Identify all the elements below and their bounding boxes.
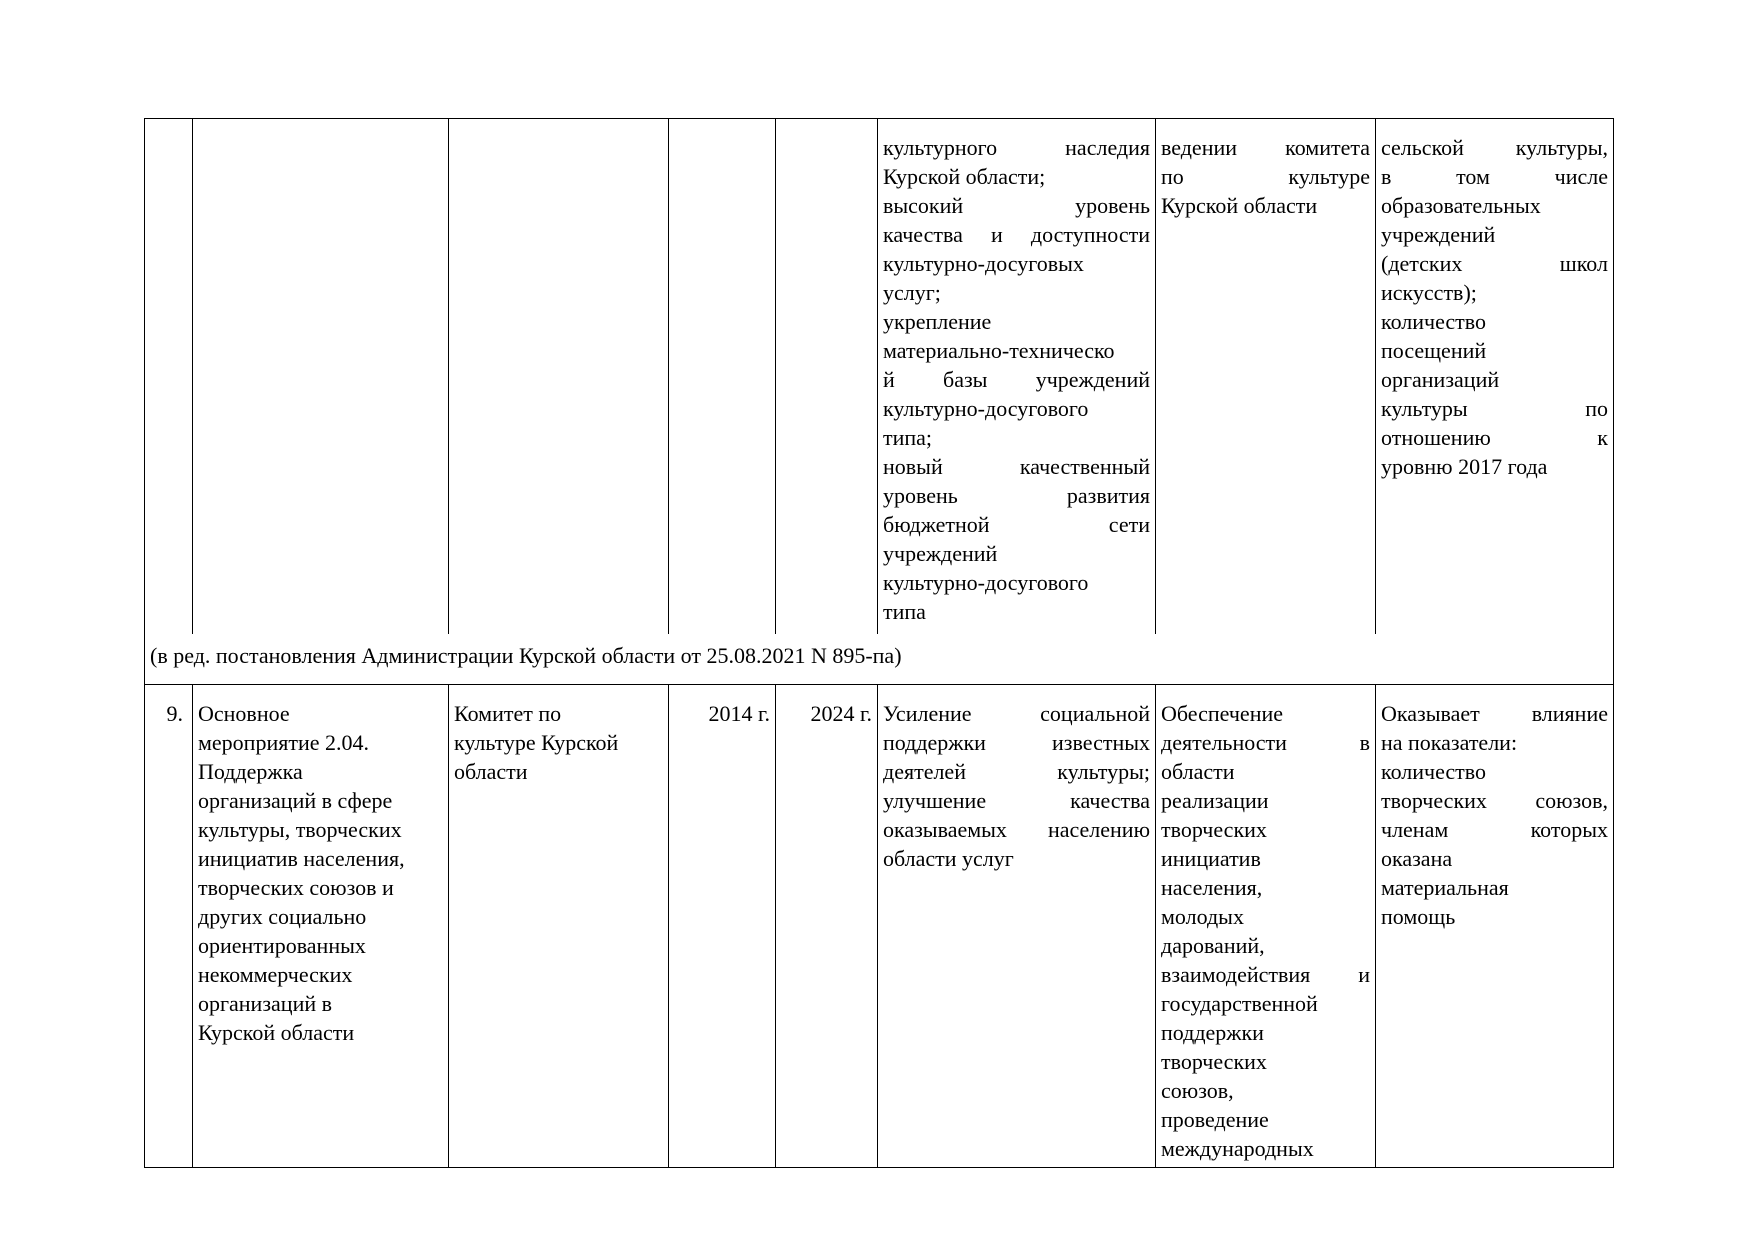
text-line: области [454, 759, 528, 784]
cell-row-number [148, 699, 183, 728]
text-line: международных [1161, 1136, 1314, 1161]
text-line: союзов, [1161, 1078, 1234, 1103]
text-line: членам которых [1381, 817, 1608, 842]
text-line: качества и доступности [883, 222, 1150, 247]
column-divider [1375, 118, 1376, 634]
text-line: Курской области [198, 1020, 355, 1045]
text-line: организаций в [198, 991, 332, 1016]
cell-activity-name [198, 699, 444, 1047]
text-line: творческих союзов и [198, 875, 394, 900]
column-divider [668, 684, 669, 1168]
cell-indicators [1381, 133, 1608, 481]
text-line: культуре Курской [454, 730, 619, 755]
text-line: государственной [1161, 991, 1318, 1016]
text-line: культуры по [1381, 396, 1608, 421]
text-line: помощь [1381, 904, 1456, 929]
text-line: по культуре [1161, 164, 1370, 189]
text-line: поддержки известных [883, 730, 1150, 755]
column-divider [668, 118, 669, 634]
text-line: реализации [1161, 788, 1269, 813]
text-line: поддержки [1161, 1020, 1264, 1045]
text-line: взаимодействия и [1161, 962, 1370, 987]
text-line: деятельности в [1161, 730, 1370, 755]
text-line: Обеспечение [1161, 701, 1283, 726]
column-divider [1155, 684, 1156, 1168]
text-line: ведении комитета [1161, 135, 1370, 160]
table-top-border [144, 118, 1614, 119]
text-line: организаций в сфере [198, 788, 393, 813]
text-line: укрепление [883, 309, 992, 334]
text-line: культурно-досугового [883, 570, 1089, 595]
text-line: деятелей культуры; [883, 759, 1150, 784]
text-line: отношению к [1381, 425, 1608, 450]
text-line: оказана [1381, 846, 1453, 871]
text-line: посещений [1381, 338, 1487, 363]
column-divider [877, 118, 878, 634]
text-line: некоммерческих [198, 962, 353, 987]
text-line: (детских школ [1381, 251, 1608, 276]
text-line: улучшение качества [883, 788, 1150, 813]
text-line: области [1161, 759, 1235, 784]
text-line: Поддержка [198, 759, 303, 784]
text-line: молодых [1161, 904, 1244, 929]
table-left-border [144, 118, 145, 1168]
cell-indicators [1381, 699, 1608, 931]
text-line: ориентированных [198, 933, 366, 958]
program-table [144, 118, 1614, 1168]
cell-link-indicators [1161, 133, 1370, 220]
cell-expected-result [883, 699, 1150, 873]
column-divider [192, 118, 193, 634]
column-divider [775, 684, 776, 1168]
end-year: 2024 г. [810, 701, 872, 726]
text-line: инициатив населения, [198, 846, 405, 871]
text-line: уровень развития [883, 483, 1150, 508]
text-line: количество [1381, 759, 1487, 784]
text-line: населения, [1161, 875, 1263, 900]
text-line: инициатив [1161, 846, 1261, 871]
text-line: Курской области; [883, 164, 1046, 189]
text-line: культурно-досуговых [883, 251, 1084, 276]
text-line: культурного наследия [883, 135, 1150, 160]
text-line: услуг; [883, 280, 941, 305]
text-line: творческих [1161, 1049, 1267, 1074]
text-line: й базы учреждений [883, 367, 1150, 392]
text-line: культуры, творческих [198, 817, 402, 842]
text-line: количество [1381, 309, 1487, 334]
column-divider [877, 684, 878, 1168]
column-divider [448, 684, 449, 1168]
text-line: новый качественный [883, 454, 1150, 479]
column-divider [448, 118, 449, 634]
column-divider [192, 684, 193, 1168]
text-line: сельской культуры, [1381, 135, 1608, 160]
start-year: 2014 г. [708, 701, 770, 726]
table-right-border [1613, 118, 1614, 1168]
cell-executor [454, 699, 664, 786]
text-line: уровню 2017 года [1381, 454, 1548, 479]
row-number: 9. [166, 701, 183, 726]
text-line: мероприятие 2.04. [198, 730, 370, 755]
text-line: искусств); [1381, 280, 1477, 305]
row-divider [144, 684, 1614, 685]
text-line: типа; [883, 425, 933, 450]
text-line: учреждений [883, 541, 998, 566]
text-line: высокий уровень [883, 193, 1150, 218]
text-line: области услуг [883, 846, 1014, 871]
text-line: образовательных [1381, 193, 1541, 218]
text-line: Комитет по [454, 701, 562, 726]
text-line: творческих [1161, 817, 1267, 842]
text-line: Курской области [1161, 193, 1318, 218]
text-line: материальная [1381, 875, 1509, 900]
cell-end-year [781, 699, 872, 728]
text-line: творческих союзов, [1381, 788, 1608, 813]
amendment-note: (в ред. постановления Администрации Курской области от 25.08.2021 N 895-па) [150, 643, 902, 668]
text-line: Оказывает влияние [1381, 701, 1608, 726]
cell-link-indicators [1161, 699, 1370, 1163]
text-line: бюджетной сети [883, 512, 1150, 537]
text-line: оказываемых населению [883, 817, 1150, 842]
text-line: организаций [1381, 367, 1500, 392]
column-divider [1375, 684, 1376, 1168]
column-divider [1155, 118, 1156, 634]
cell-expected-result [883, 133, 1150, 626]
text-line: культурно-досугового [883, 396, 1089, 421]
text-line: в том числе [1381, 164, 1608, 189]
text-line: на показатели: [1381, 730, 1518, 755]
text-line: типа [883, 599, 926, 624]
column-divider [775, 118, 776, 634]
text-line: дарований, [1161, 933, 1265, 958]
cell-start-year [674, 699, 770, 728]
text-line: учреждений [1381, 222, 1496, 247]
text-line: Основное [198, 701, 290, 726]
text-line: Усиление социальной [883, 701, 1150, 726]
text-line: других социально [198, 904, 367, 929]
text-line: материально-техническо [883, 338, 1115, 363]
text-line: проведение [1161, 1107, 1269, 1132]
table-bottom-border [144, 1167, 1614, 1168]
